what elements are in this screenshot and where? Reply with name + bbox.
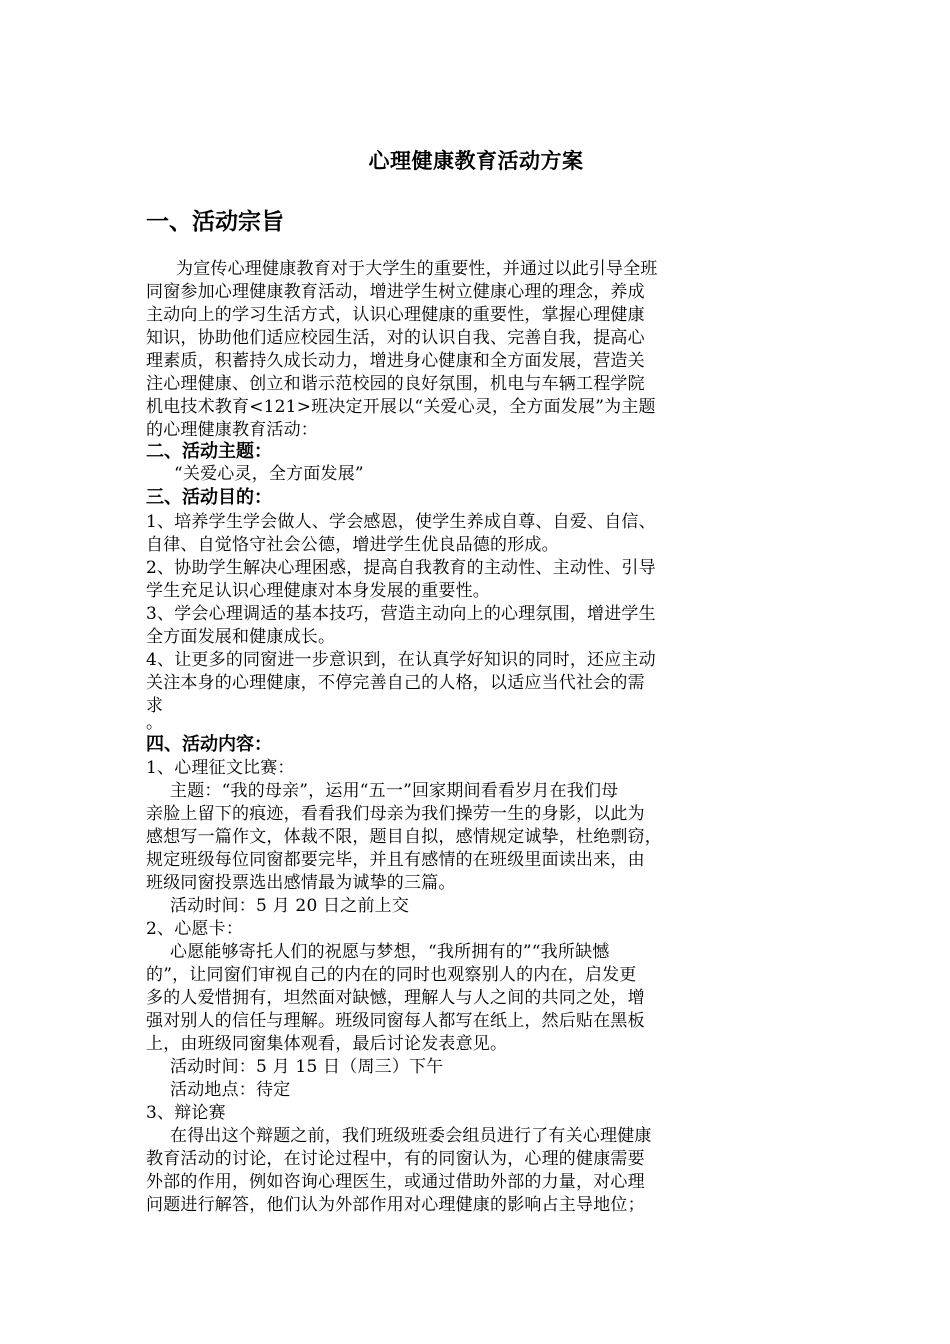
paragraph-line: 强对别人的信任与理解。班级同窗每人都写在纸上，然后贴在黑板 <box>146 1011 645 1031</box>
paragraph-line: 3、辩论赛 <box>146 1103 226 1123</box>
section-heading-theme: 二、活动主题： <box>146 441 272 462</box>
paragraph-line: 为宣传心理健康教育对于大学生的重要性，并通过以此引导全班 <box>176 259 658 279</box>
list-item: 。 <box>146 713 164 733</box>
theme-line: “关爱心灵，全方面发展” <box>174 464 364 484</box>
paragraph-line: 1、心理征文比赛： <box>146 758 295 778</box>
paragraph-line: 亲脸上留下的痕迹，看看我们母亲为我们操劳一生的身影，以此为 <box>146 804 645 824</box>
document-title: 心理健康教育活动方案 <box>368 149 584 173</box>
document-page <box>146 0 806 1344</box>
list-item: 全方面发展和健康成长。 <box>146 627 336 647</box>
paragraph-line: 同窗参加心理健康教育活动，增进学生树立健康心理的理念，养成 <box>146 282 645 302</box>
paragraph-line: 感想写一篇作文，体裁不限，题目自拟，感情规定诚挚，杜绝剽窃， <box>146 827 662 847</box>
list-item: 3、学会心理调适的基本技巧，营造主动向上的心理氛围，增进学生 <box>146 604 656 624</box>
section-heading-goals: 三、活动目的： <box>146 487 272 508</box>
paragraph-line: 外部的作用，例如咨询心理医生，或通过借助外部的力量，对心理 <box>146 1172 645 1192</box>
paragraph-line: 的”，让同窗们审视自己的内在的同时也观察别人的内在，启发更 <box>146 965 637 985</box>
list-item: 求 <box>146 696 164 716</box>
paragraph-line: 主题：“我的母亲”，运用“五一”回家期间看看岁月在我们母 <box>170 781 619 801</box>
section-heading-content: 四、活动内容： <box>146 734 272 755</box>
paragraph-line: 理素质，积蓄持久成长动力，增进身心健康和全方面发展，营造关 <box>146 351 645 371</box>
list-item: 自律、自觉恪守社会公德，增进学生优良品德的形成。 <box>146 535 559 555</box>
paragraph-line: 2、心愿卡： <box>146 919 244 939</box>
list-item: 4、让更多的同窗进一步意识到，在认真学好知识的同时，还应主动 <box>146 650 656 670</box>
list-item: 1、培养学生学会做人、学会感恩，使学生养成自尊、自爱、自信、 <box>146 512 656 532</box>
paragraph-line: 活动时间：5 月 20 日之前上交 <box>170 896 410 916</box>
paragraph-line: 心愿能够寄托人们的祝愿与梦想，“我所拥有的”“我所缺憾 <box>170 942 610 962</box>
paragraph-line: 活动时间：5 月 15 日（周三）下午 <box>170 1057 444 1077</box>
list-item: 关注本身的心理健康，不停完善自己的人格，以适应当代社会的需 <box>146 673 645 693</box>
paragraph-line: 活动地点：待定 <box>170 1080 291 1100</box>
paragraph-line: 在得出这个辩题之前，我们班级班委会组员进行了有关心理健康 <box>170 1126 652 1146</box>
paragraph-line: 主动向上的学习生活方式，认识心理健康的重要性，掌握心理健康 <box>146 305 645 325</box>
paragraph-line: 问题进行解答，他们认为外部作用对心理健康的影响占主导地位； <box>146 1195 645 1215</box>
paragraph-line: 上，由班级同窗集体观看，最后讨论发表意见。 <box>146 1034 508 1054</box>
list-item: 学生充足认识心理健康对本身发展的重要性。 <box>146 581 490 601</box>
paragraph-line: 班级同窗投票选出感情最为诚挚的三篇。 <box>146 873 456 893</box>
paragraph-line: 多的人爱惜拥有，坦然面对缺憾，理解人与人之间的共同之处，增 <box>146 988 645 1008</box>
list-item: 2、协助学生解决心理困惑，提高自我教育的主动性、主动性、引导 <box>146 558 656 578</box>
section-heading-purpose: 一、活动宗旨 <box>146 209 284 235</box>
paragraph-line: 知识，协助他们适应校园生活，对的认识自我、完善自我，提高心 <box>146 328 645 348</box>
paragraph-line: 注心理健康、创立和谐示范校园的良好氛围，机电与车辆工程学院 <box>146 374 645 394</box>
paragraph-line: 的心理健康教育活动： <box>146 420 318 440</box>
paragraph-line: 教育活动的讨论，在讨论过程中，有的同窗认为，心理的健康需要 <box>146 1149 645 1169</box>
paragraph-line: 机电技术教育<121>班决定开展以“关爱心灵，全方面发展”为主题 <box>146 397 656 417</box>
paragraph-line: 规定班级每位同窗都要完毕，并且有感情的在班级里面读出来，由 <box>146 850 645 870</box>
